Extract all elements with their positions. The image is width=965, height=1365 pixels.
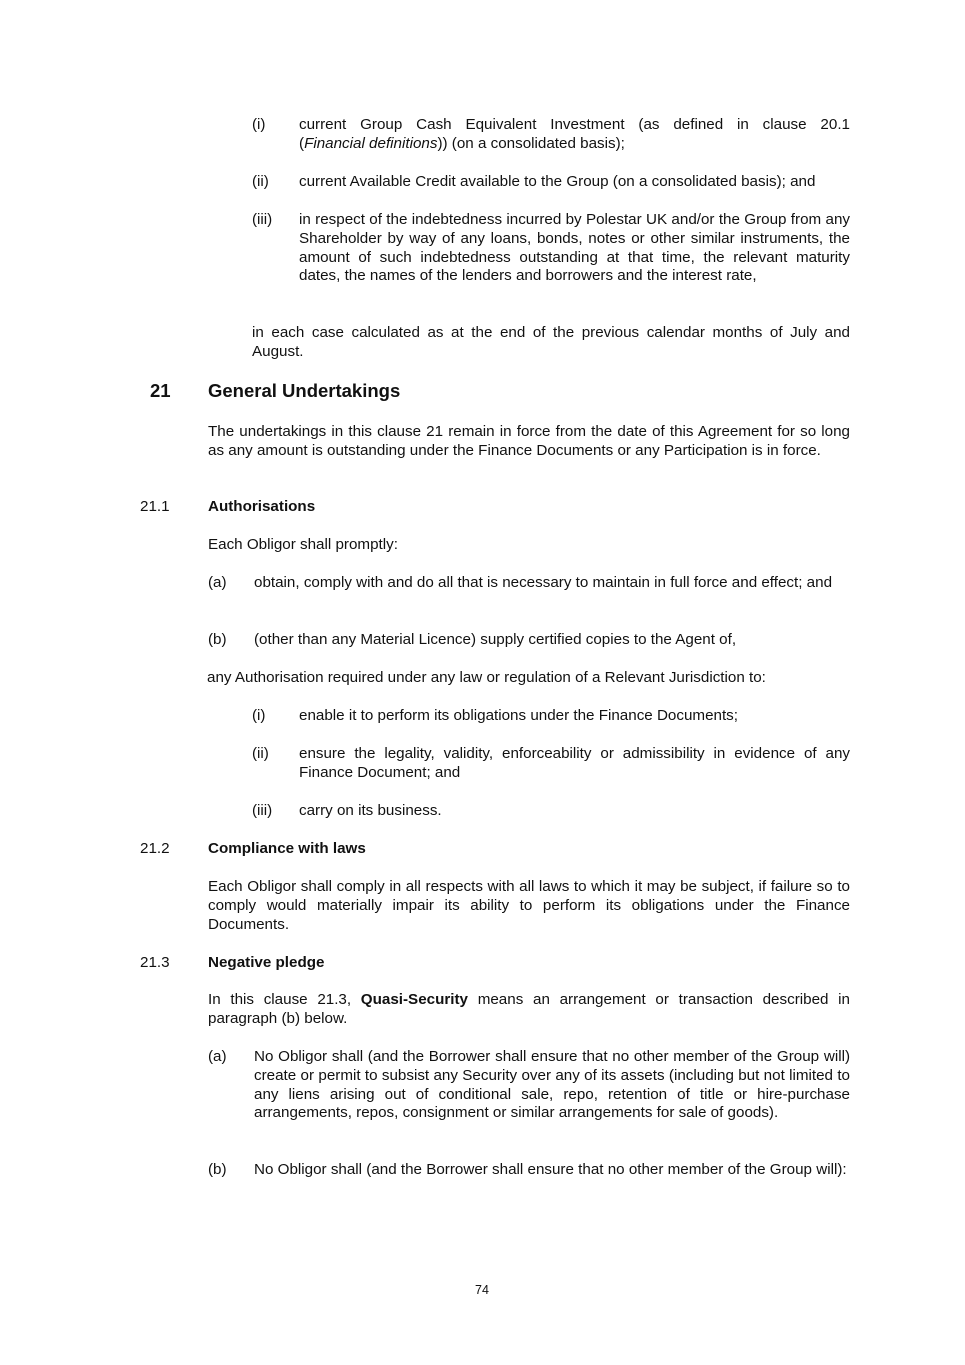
quasi-security-term: Quasi-Security	[360, 991, 468, 1008]
page-number: 74	[475, 1283, 489, 1297]
clause-21-3-title: Negative pledge	[208, 954, 325, 971]
clause-21-1-item-b-marker: (b)	[208, 631, 227, 648]
clause-21-1-sub-i-text: enable it to perform its obligations under the Finance Documents;	[299, 707, 738, 724]
clause-21-2-text: Each Obligor shall comply in all respects with all laws to which it may be subject, if failure so to comply would materially impair its ability to perform its obligations under the Finance Documents.	[208, 878, 850, 933]
clause-21-1-number: 21.1	[140, 498, 170, 515]
clause-21-2-title: Compliance with laws	[208, 840, 366, 857]
clause-21-3-item-a-text: No Obligor shall (and the Borrower shall ensure that no other member of the Group will) create or permit to subsist any Security over any of its assets (including but not limited to any liens arising out of conditional sale, repo, retention of title or hire-purchase arrangements, repos, consignment or similar arrangements for sale of goods).	[254, 1048, 850, 1122]
section-21-title: General Undertakings	[208, 380, 401, 401]
clause-21-2-number: 21.2	[140, 840, 170, 857]
clause-21-1-item-b-text: (other than any Material Licence) supply certified copies to the Agent of,	[254, 631, 737, 648]
clause-21-1-sub-ii-marker: (ii)	[252, 745, 269, 762]
top-item-i-line1: current Group Cash Equivalent Investment (as defined in clause 20.1	[299, 116, 850, 133]
top-item-i-line2: (Financial definitions)) (on a consolidated basis);	[299, 134, 625, 152]
clause-21-3-item-b-marker: (b)	[208, 1161, 227, 1178]
section-21-intro: The undertakings in this clause 21 remain in force from the date of this Agreement for so long as any amount is outstanding under the Finance Documents or any Participation is in force.	[208, 423, 850, 459]
clause-21-3-item-a-marker: (a)	[208, 1048, 227, 1065]
clause-21-1-bridge: any Authorisation required under any law or regulation of a Relevant Jurisdiction to:	[207, 669, 766, 686]
top-item-ii-marker: (ii)	[252, 173, 269, 190]
top-list-tail: in each case calculated as at the end of the previous calendar months of July and August.	[252, 324, 850, 360]
clause-21-3-number: 21.3	[140, 954, 170, 971]
top-item-i-marker: (i)	[252, 116, 266, 133]
financial-definitions-ref: Financial definitions	[304, 134, 438, 152]
clause-21-3-item-b-text: No Obligor shall (and the Borrower shall ensure that no other member of the Group will):	[254, 1161, 847, 1178]
section-21-number: 21	[150, 380, 171, 401]
clause-21-3-definition: In this clause 21.3, Quasi-Security means an arrangement or transaction described in paragraph (b) below.	[208, 991, 850, 1027]
top-item-iii-text: in respect of the indebtedness incurred by Polestar UK and/or the Group from any Shareholder by way of any loans, bonds, notes or other similar instruments, the amount of such indebtedness outstanding at that time, the relevant maturity dates, the names of the lenders and borrowers and the interest rate,	[299, 211, 850, 285]
clause-21-1-lead: Each Obligor shall promptly:	[208, 536, 398, 553]
top-item-iii-marker: (iii)	[252, 211, 273, 228]
top-item-i-text	[299, 116, 850, 154]
clause-21-1-sub-i-marker: (i)	[252, 707, 266, 724]
top-item-ii-text: current Available Credit available to the Group (on a consolidated basis); and	[299, 173, 816, 190]
clause-21-1-item-a-text: obtain, comply with and do all that is necessary to maintain in full force and effect; and	[254, 574, 833, 591]
clause-21-1-sub-iii-marker: (iii)	[252, 802, 273, 819]
clause-21-1-title: Authorisations	[208, 498, 316, 515]
clause-21-1-sub-ii-text: ensure the legality, validity, enforceability or admissibility in evidence of any Finance Document; and	[299, 745, 850, 781]
clause-21-1-sub-iii-text: carry on its business.	[299, 802, 442, 819]
clause-21-1-item-a-marker: (a)	[208, 574, 227, 591]
